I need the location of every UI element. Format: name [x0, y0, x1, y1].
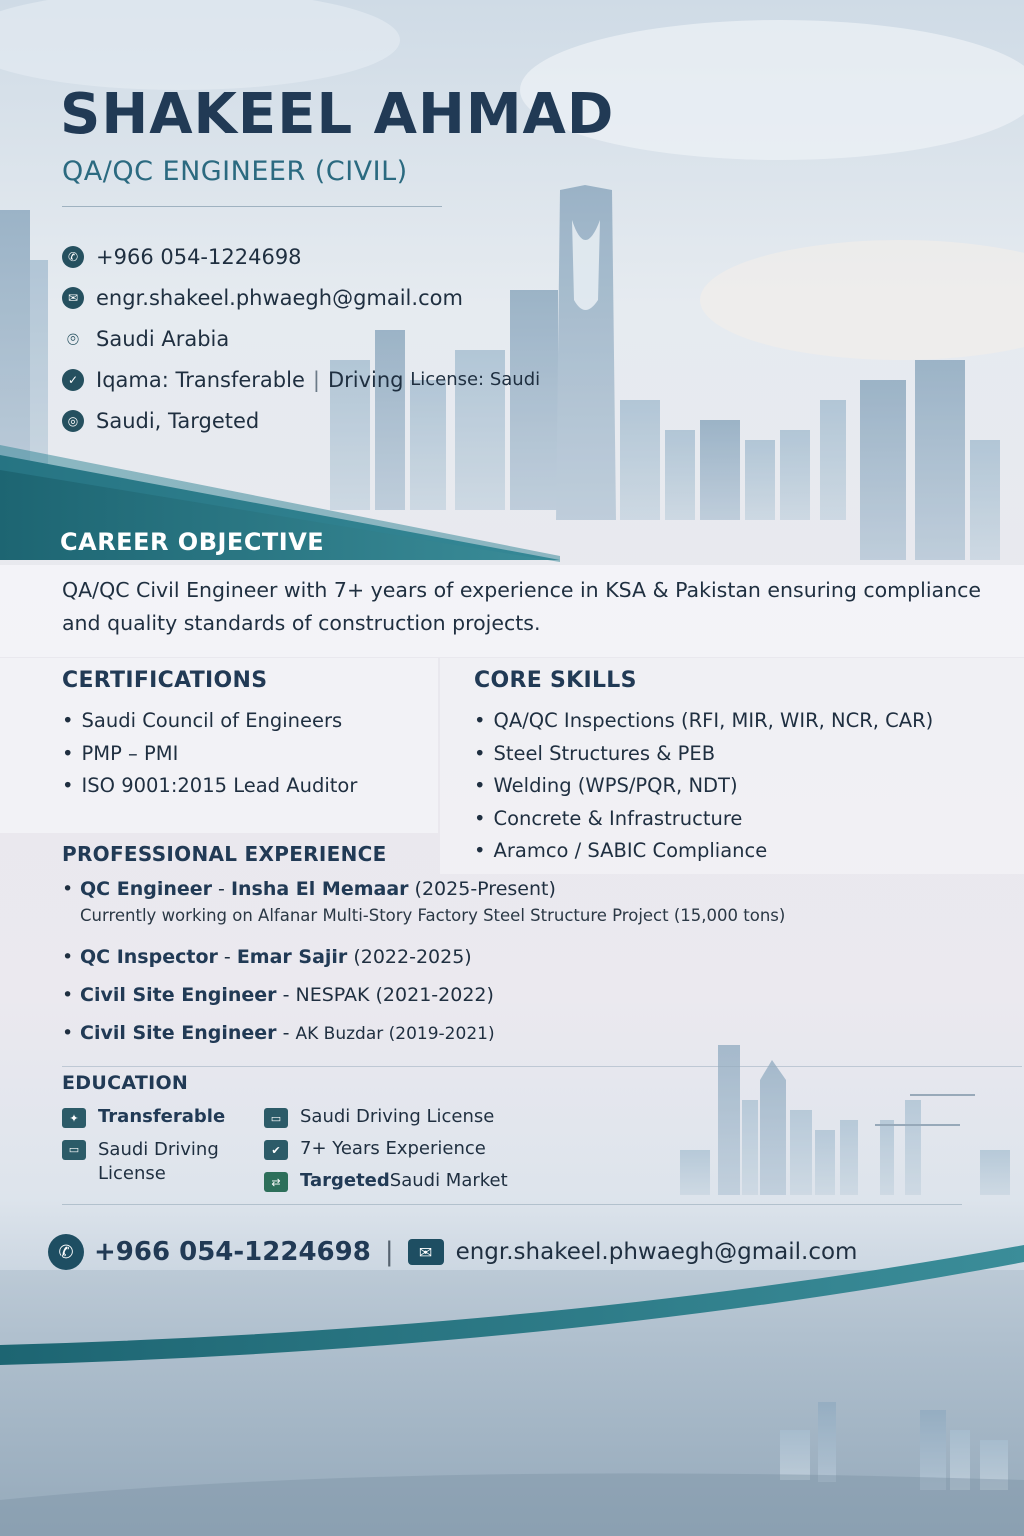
badge-check-icon: ✓ — [62, 369, 84, 391]
education-item — [264, 1170, 508, 1192]
skills-heading: CORE SKILLS — [474, 668, 637, 693]
target-icon: ◎ — [62, 410, 84, 432]
education-item — [62, 1138, 219, 1186]
certifications-heading: CERTIFICATIONS — [62, 668, 268, 693]
check-icon: ✔ — [264, 1140, 288, 1160]
education-text-line2: License — [98, 1163, 166, 1184]
mail-icon: ✉ — [62, 287, 84, 309]
license-rest: License: Saudi — [410, 369, 541, 390]
candidate-name: SHAKEEL AHMAD — [60, 82, 615, 147]
iqama-separator: | — [312, 367, 320, 392]
certification-item: • PMP – PMI — [62, 738, 357, 771]
phone-icon: ✆ — [48, 1234, 84, 1270]
license-prefix: Driving — [327, 367, 404, 392]
contact-target-text: Saudi, Targeted — [96, 408, 260, 433]
objective-text: QA/QC Civil Engineer with 7+ years of experience in KSA & Pakistan ensuring compliance and quality standards of construction projects. — [62, 578, 981, 635]
skill-item: • QA/QC Inspections (RFI, MIR, WIR, NCR, CAR) — [474, 705, 933, 738]
contact-location — [62, 318, 540, 359]
location-pin-icon: ⌾ — [67, 326, 79, 351]
certifications-list — [62, 705, 357, 803]
experience-period: (2019-2021) — [383, 1024, 495, 1044]
experience-list — [62, 878, 785, 1060]
mail-icon: ✉ — [408, 1239, 444, 1265]
objective-heading: CAREER OBJECTIVE — [60, 528, 325, 556]
experience-period: (2022-2025) — [347, 946, 472, 968]
experience-dash: - — [276, 984, 296, 1006]
footer-separator: | — [384, 1237, 394, 1267]
experience-role: QC Engineer — [80, 878, 212, 900]
skills-list — [474, 705, 933, 868]
experience-heading: PROFESSIONAL EXPERIENCE — [62, 842, 387, 866]
education-bold: Transferable — [98, 1106, 226, 1127]
experience-item — [62, 878, 785, 946]
title-divider — [62, 206, 442, 207]
contact-email[interactable] — [62, 277, 540, 318]
skill-item: • Welding (WPS/PQR, NDT) — [474, 770, 933, 803]
footer-phone[interactable]: +966 054-1224698 — [94, 1237, 371, 1267]
education-text — [98, 1138, 219, 1186]
experience-period: (2021-2022) — [369, 984, 494, 1006]
education-item — [264, 1106, 494, 1128]
car-icon: ▭ — [264, 1108, 288, 1128]
education-text: Saudi Market — [389, 1170, 508, 1191]
phone-icon: ✆ — [62, 246, 84, 268]
education-item — [62, 1106, 225, 1128]
education-text: 7+ Years Experience — [300, 1138, 486, 1159]
car-icon: ▭ — [62, 1140, 86, 1160]
education-item — [264, 1138, 486, 1160]
education-text-line1: Saudi Driving — [98, 1139, 219, 1160]
experience-item — [62, 984, 785, 1022]
experience-role: Civil Site Engineer — [80, 1022, 277, 1044]
experience-company: Insha El Memaar — [230, 878, 409, 900]
skill-item: • Steel Structures & PEB — [474, 738, 933, 771]
experience-description: Currently working on Alfanar Multi-Story Factory Steel Structure Project (15,000 tons) — [80, 906, 786, 925]
contact-email-text[interactable]: engr.shakeel.phwaegh@gmail.com — [96, 285, 463, 310]
experience-dash: - — [276, 1022, 296, 1044]
experience-role: Civil Site Engineer — [80, 984, 277, 1006]
experience-role: QC Inspector — [80, 946, 218, 968]
handshake-icon: ⇄ — [264, 1172, 288, 1192]
experience-item — [62, 1022, 785, 1060]
experience-company: NESPAK — [295, 984, 370, 1006]
experience-company: Emar Sajir — [236, 946, 348, 968]
contact-phone[interactable] — [62, 236, 540, 277]
contact-phone-text[interactable]: +966 054-1224698 — [96, 244, 302, 269]
footer-email[interactable]: engr.shakeel.phwaegh@gmail.com — [455, 1239, 858, 1265]
experience-dash: - — [217, 946, 237, 968]
education-bold: Targeted — [300, 1170, 390, 1191]
footer-contact — [48, 1234, 857, 1270]
education-text: Saudi Driving License — [300, 1106, 495, 1127]
skill-item: • Aramco / SABIC Compliance — [474, 835, 933, 868]
education-heading: EDUCATION — [62, 1072, 189, 1094]
education-divider — [62, 1066, 1022, 1067]
contact-location-text: Saudi Arabia — [96, 326, 230, 351]
iqama-text: Iqama: Transferable — [96, 367, 305, 392]
passport-icon: ✦ — [62, 1108, 86, 1128]
footer-divider — [62, 1204, 962, 1205]
contact-target — [62, 400, 540, 441]
contact-list — [62, 236, 540, 441]
experience-company: AK Buzdar — [295, 1024, 384, 1044]
job-title: QA/QC ENGINEER (CIVIL) — [62, 156, 408, 187]
experience-item — [62, 946, 785, 984]
certification-item: • Saudi Council of Engineers — [62, 705, 357, 738]
contact-iqama — [62, 359, 540, 400]
experience-dash: - — [212, 878, 231, 900]
certification-item: • ISO 9001:2015 Lead Auditor — [62, 770, 357, 803]
skill-item: • Concrete & Infrastructure — [474, 803, 933, 836]
experience-period: (2025-Present) — [408, 878, 556, 900]
